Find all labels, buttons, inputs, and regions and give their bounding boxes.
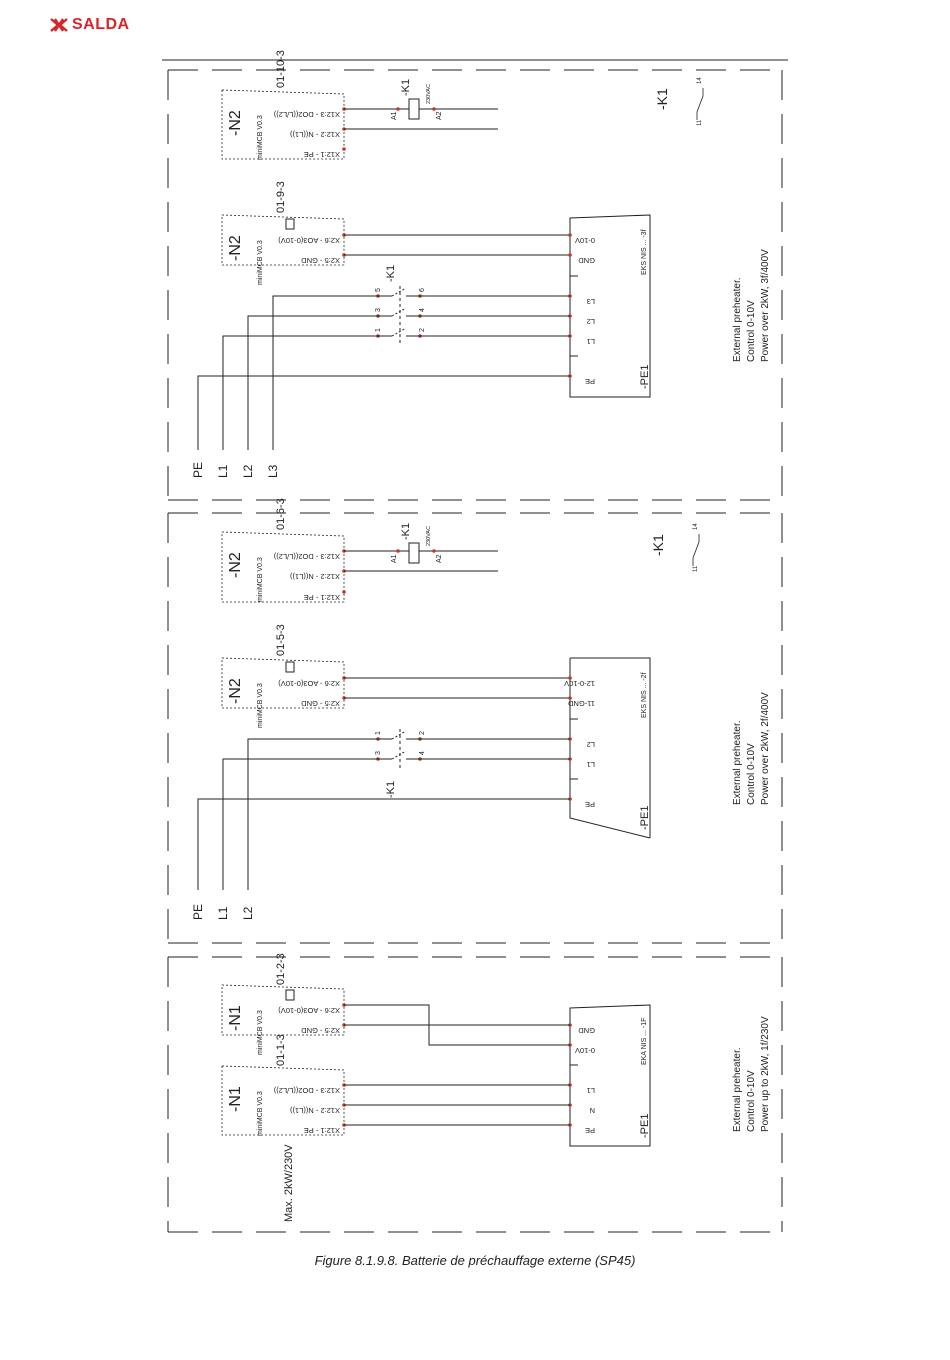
mcb-ref: 01-10-3 bbox=[275, 50, 287, 88]
contactor-blade bbox=[392, 751, 406, 759]
mcb-terminal-label: X12:3 - DO2((L/L2)) bbox=[273, 552, 340, 561]
mcb-terminal-label: X12:1 - PE bbox=[303, 150, 340, 159]
mcb-terminal-label: X2:6 - AO3(0-10V) bbox=[278, 1006, 340, 1015]
mcb-ref: 01-9-3 bbox=[275, 181, 287, 213]
mcb-terminal-label: X12:2 - N((L1)) bbox=[289, 130, 340, 139]
supply-label: PE bbox=[191, 461, 205, 478]
heater-model: EKS NIS ... -2f bbox=[641, 672, 648, 718]
mcb-title: -N2 bbox=[227, 552, 244, 578]
terminal-dot bbox=[568, 253, 572, 257]
description-line: Control 0-10V bbox=[746, 300, 757, 362]
heater-terminal-label: 11-GND bbox=[568, 699, 595, 708]
heater-terminal-label: 0-10V bbox=[574, 1046, 595, 1055]
supply-label: L2 bbox=[241, 464, 255, 478]
mcb-title: -N2 bbox=[227, 110, 244, 136]
heater-name: -PE1 bbox=[639, 805, 651, 830]
heater-terminal-label: L2 bbox=[586, 740, 595, 749]
mcb-model: miniMCB V0.3 bbox=[257, 1010, 264, 1055]
mcb-terminal-label: X2:6 - AO3(0-10V) bbox=[278, 679, 340, 688]
mcb-terminal-label: X12:2 - N((L1)) bbox=[289, 1106, 340, 1115]
aux-contact-icon bbox=[697, 88, 703, 120]
coil-icon bbox=[409, 543, 419, 563]
mcb-title: -N1 bbox=[227, 1086, 244, 1112]
aux-contact-name: -K1 bbox=[650, 534, 666, 556]
supply-label: PE bbox=[191, 903, 205, 920]
wire-l1 bbox=[223, 759, 378, 890]
description-line: Power up to 2kW, 1f/230V bbox=[760, 1016, 771, 1132]
description-line: Power over 2kW, 2f/400V bbox=[760, 692, 771, 805]
description-line: External preheater. bbox=[732, 1047, 743, 1132]
wire-l2 bbox=[248, 739, 378, 890]
contactor-pin: 3 bbox=[375, 308, 382, 312]
heater-terminal-label: 12-0-10V bbox=[564, 679, 595, 688]
mcb-terminal-label: X12:3 - DO2((L/L2)) bbox=[273, 110, 340, 119]
contactor-pin: 1 bbox=[375, 328, 382, 332]
heater-terminal-label: 0-10V bbox=[574, 236, 595, 245]
connector-icon bbox=[286, 219, 294, 229]
mcb-terminal-label: X2:5 - GND bbox=[301, 256, 340, 265]
description-line: External preheater. bbox=[732, 277, 743, 362]
heater-terminal-label: L2 bbox=[586, 317, 595, 326]
supply-label: L1 bbox=[216, 906, 230, 920]
mcb-model: miniMCB V0.3 bbox=[257, 115, 264, 160]
contactor-blade bbox=[392, 288, 406, 296]
mcb-terminal-label: X2:5 - GND bbox=[301, 1026, 340, 1035]
mcb-model: miniMCB V0.3 bbox=[257, 683, 264, 728]
heater-model: EKA NIS ... -1F bbox=[641, 1017, 648, 1065]
terminal-dot bbox=[396, 549, 400, 553]
mcb-ref: 01-2-3 bbox=[275, 953, 287, 985]
contactor-name: -K1 bbox=[385, 264, 397, 282]
contactor-pin: 3 bbox=[375, 751, 382, 755]
wire-l1 bbox=[223, 336, 378, 450]
coil-a2: A2 bbox=[436, 111, 443, 120]
contactor-blade bbox=[392, 328, 406, 336]
heater-model: EKS NIS ... -3f bbox=[641, 229, 648, 275]
supply-label: L3 bbox=[266, 464, 280, 478]
description-line: Control 0-10V bbox=[746, 743, 757, 805]
mcb-title: -N2 bbox=[227, 678, 244, 704]
mcb-terminal-label: X12:3 - DO2((L/L2)) bbox=[273, 1086, 340, 1095]
contactor-pin: 5 bbox=[375, 288, 382, 292]
wire-l3 bbox=[273, 296, 378, 450]
description-line: External preheater. bbox=[732, 720, 743, 805]
heater-terminal-label: L1 bbox=[586, 760, 595, 769]
heater-terminal-label: GND bbox=[578, 256, 595, 265]
mcb-terminal-label: X12:1 - PE bbox=[303, 593, 340, 602]
coil-voltage: 230VAC bbox=[426, 83, 432, 104]
terminal-dot bbox=[342, 590, 346, 594]
mcb-terminal-label: X2:5 - GND bbox=[301, 699, 340, 708]
coil-icon bbox=[409, 99, 419, 119]
contactor-blade bbox=[392, 308, 406, 316]
contactor-pin: 6 bbox=[419, 288, 426, 292]
terminal-dot bbox=[568, 233, 572, 237]
coil-name: -K1 bbox=[400, 78, 412, 96]
contactor-pin: 4 bbox=[419, 751, 426, 755]
mcb-ref: 01-5-3 bbox=[275, 624, 287, 656]
max-power-label: Max. 2kW/230V bbox=[283, 1144, 295, 1222]
supply-label: L2 bbox=[241, 906, 255, 920]
description-line: Power over 2kW, 3f/400V bbox=[760, 249, 771, 362]
terminal-dot bbox=[432, 549, 436, 553]
heater-terminal-label: PE bbox=[584, 800, 595, 809]
mcb-ref: 01-1-3 bbox=[275, 1034, 287, 1066]
aux-contact-n1: 11 bbox=[693, 565, 699, 572]
mcb-model: miniMCB V0.3 bbox=[257, 1091, 264, 1136]
wire-pe bbox=[198, 799, 570, 890]
heater-terminal-label: PE bbox=[584, 1126, 595, 1135]
heater-terminal-label: L1 bbox=[586, 1086, 595, 1095]
heater-terminal-label: N bbox=[589, 1106, 595, 1115]
contactor-pin: 2 bbox=[419, 328, 426, 332]
terminal-dot bbox=[396, 107, 400, 111]
mcb-title: -N2 bbox=[227, 235, 244, 261]
contactor-pin: 1 bbox=[375, 731, 382, 735]
wire-pe bbox=[198, 376, 570, 450]
terminal-dot bbox=[432, 107, 436, 111]
heater-terminal-label: L1 bbox=[586, 337, 595, 346]
coil-voltage: 230VAC bbox=[426, 525, 432, 546]
coil-a2: A2 bbox=[436, 554, 443, 563]
aux-contact-icon bbox=[693, 534, 699, 566]
connector-icon bbox=[286, 662, 294, 672]
aux-contact-n2: 14 bbox=[693, 523, 699, 530]
mcb-title: -N1 bbox=[227, 1005, 244, 1031]
contactor-blade bbox=[392, 731, 406, 739]
coil-a1: A1 bbox=[391, 111, 398, 120]
figure-caption: Figure 8.1.9.8. Batterie de préchauffage externe (SP45) bbox=[314, 1253, 636, 1268]
mcb-terminal-label: X2:6 - AO3(0-10V) bbox=[278, 236, 340, 245]
aux-contact-name: -K1 bbox=[654, 88, 670, 110]
brand-name: SALDA bbox=[72, 16, 130, 33]
connector-icon bbox=[286, 990, 294, 1000]
heater-terminal-label: L3 bbox=[586, 297, 595, 306]
mcb-terminal-label: X12:2 - N((L1)) bbox=[289, 572, 340, 581]
supply-label: L1 bbox=[216, 464, 230, 478]
heater-terminal-label: PE bbox=[584, 377, 595, 386]
aux-contact-n2: 14 bbox=[697, 77, 703, 84]
contactor-name: -K1 bbox=[385, 780, 397, 798]
mcb-model: miniMCB V0.3 bbox=[257, 557, 264, 602]
mcb-terminal-label: X12:1 - PE bbox=[303, 1126, 340, 1135]
heater-name: -PE1 bbox=[639, 1113, 651, 1138]
mcb-model: miniMCB V0.3 bbox=[257, 240, 264, 285]
contactor-pin: 4 bbox=[419, 308, 426, 312]
coil-name: -K1 bbox=[400, 522, 412, 540]
aux-contact-n1: 11 bbox=[697, 119, 703, 126]
heater-terminal-label: GND bbox=[578, 1026, 595, 1035]
coil-a1: A1 bbox=[391, 554, 398, 563]
mcb-ref: 01-6-3 bbox=[275, 498, 287, 530]
contactor-pin: 2 bbox=[419, 731, 426, 735]
heater-name: -PE1 bbox=[639, 364, 651, 389]
terminal-dot bbox=[342, 147, 346, 151]
description-line: Control 0-10V bbox=[746, 1070, 757, 1132]
